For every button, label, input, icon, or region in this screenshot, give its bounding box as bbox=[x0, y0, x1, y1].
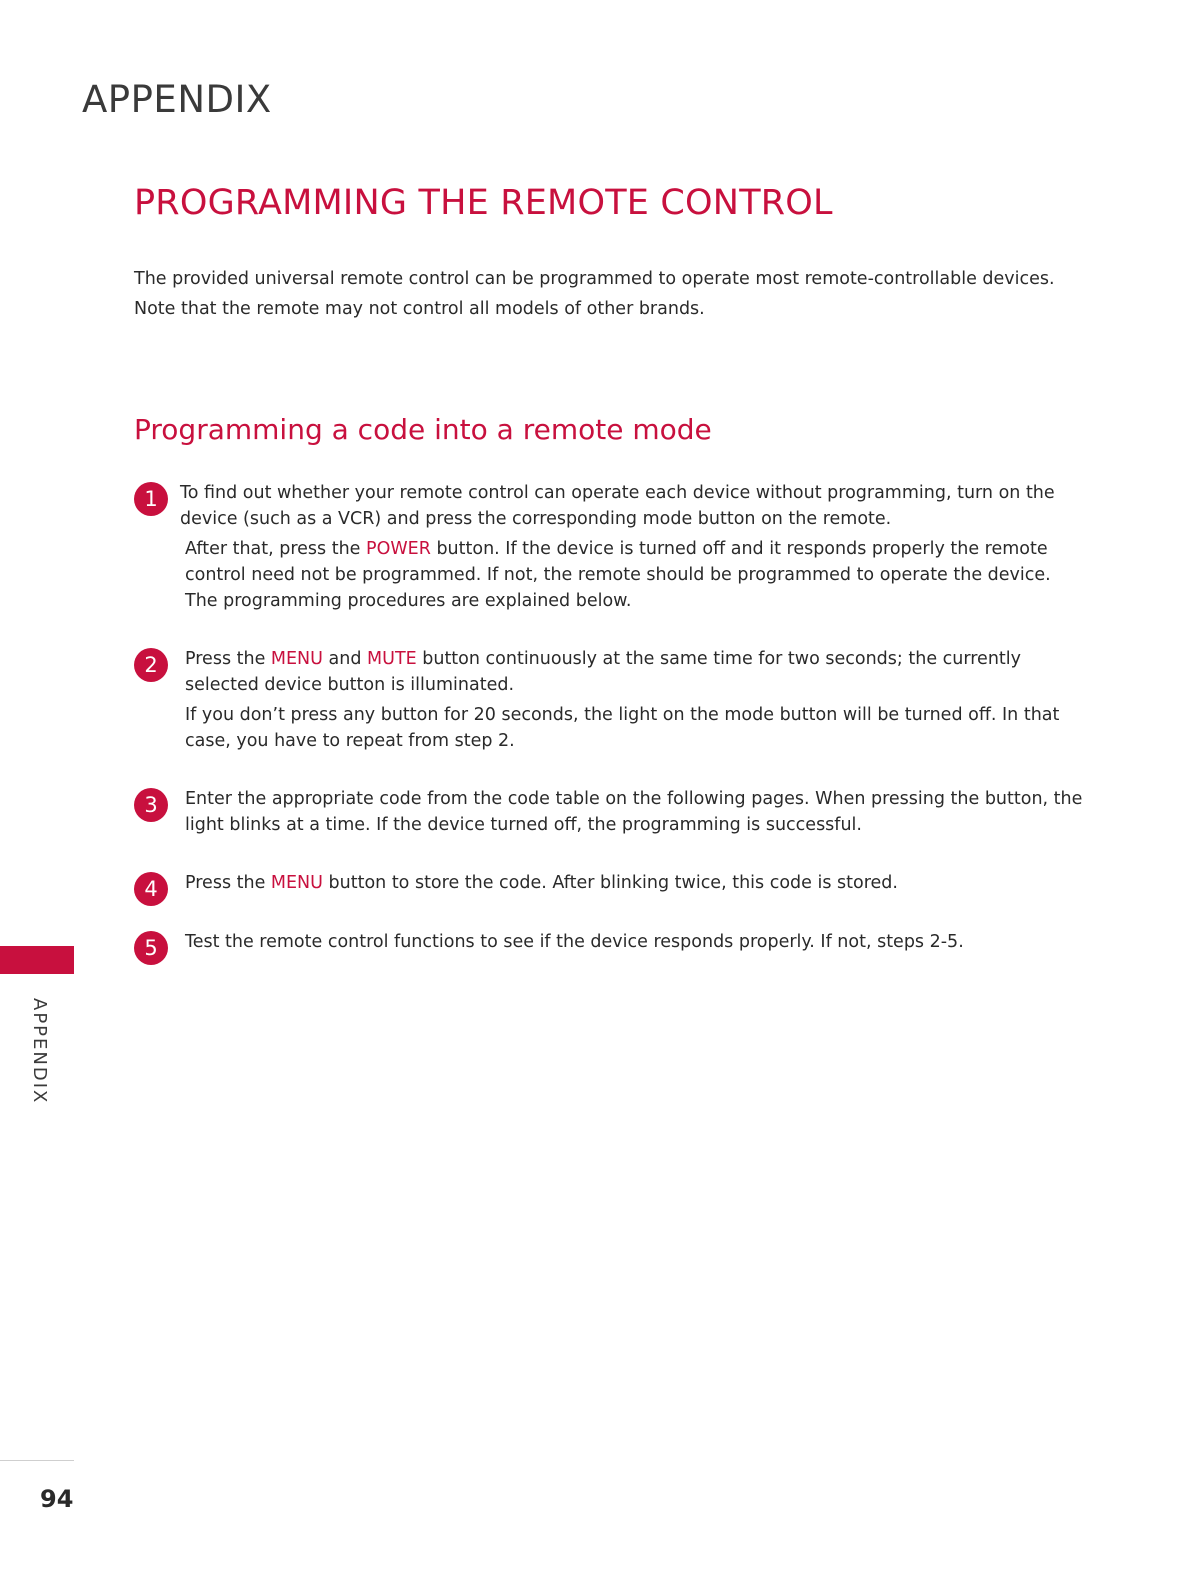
keyword-mute: MUTE bbox=[367, 649, 417, 669]
side-tab-label: APPENDIX bbox=[29, 998, 50, 1105]
text-span: button continuously at the same time for two seconds; the currently selected device button is illuminated. bbox=[185, 649, 1021, 695]
step-2 bbox=[134, 646, 1086, 758]
intro-line-2: Note that the remote may not control all models of other brands. bbox=[134, 299, 705, 319]
step-body bbox=[185, 786, 1086, 838]
step-4 bbox=[134, 870, 1086, 900]
step-number-badge: 4 bbox=[134, 872, 168, 906]
step-3 bbox=[134, 786, 1086, 842]
step-body bbox=[185, 646, 1086, 754]
page-title: PROGRAMMING THE REMOTE CONTROL bbox=[134, 183, 833, 223]
text-span: button to store the code. After blinking twice, this code is stored. bbox=[322, 873, 898, 893]
step-paragraph: If you don’t press any button for 20 seconds, the light on the mode button will be turned off. In that case, you have to repeat from step 2. bbox=[185, 705, 1060, 751]
text-span: Press the bbox=[185, 873, 271, 893]
step-paragraph bbox=[185, 646, 1086, 698]
text-span: button. If the device is turned off and it responds properly the remote control need not be programmed. If not, the remote should be programmed to operate the device. The programming procedures are explained below. bbox=[185, 539, 1051, 611]
step-5 bbox=[134, 929, 1086, 959]
step-paragraph: To find out whether your remote control can operate each device without programming, turn on the device (such as a VCR) and press the corresponding mode button on the remote. bbox=[180, 483, 1055, 529]
step-paragraph: Test the remote control functions to see if the device responds properly. If not, steps 2-5. bbox=[185, 932, 964, 952]
text-span: Press the bbox=[185, 649, 271, 669]
step-number-badge: 5 bbox=[134, 931, 168, 965]
step-1 bbox=[134, 480, 1086, 618]
footer-divider bbox=[0, 1460, 74, 1461]
step-paragraph: Enter the appropriate code from the code table on the following pages. When pressing the button, the light blinks at a time. If the device turned off, the programming is successful. bbox=[185, 789, 1083, 835]
text-span: and bbox=[322, 649, 368, 669]
intro-line-1: The provided universal remote control can be programmed to operate most remote-controllable devices. bbox=[134, 269, 1055, 289]
step-number-badge: 1 bbox=[134, 482, 168, 516]
keyword-menu: MENU bbox=[270, 873, 323, 893]
step-body bbox=[185, 870, 1086, 896]
keyword-power: POWER bbox=[366, 539, 431, 559]
text-span: After that, press the bbox=[185, 539, 367, 559]
step-body bbox=[180, 480, 1086, 614]
step-paragraph bbox=[185, 870, 1086, 896]
section-title: Programming a code into a remote mode bbox=[134, 413, 712, 446]
step-number-badge: 2 bbox=[134, 648, 168, 682]
intro-text bbox=[134, 264, 1084, 324]
page-number: 94 bbox=[40, 1485, 74, 1513]
side-tab-bar bbox=[0, 946, 74, 974]
keyword-menu: MENU bbox=[270, 649, 323, 669]
step-number-badge: 3 bbox=[134, 788, 168, 822]
step-paragraph bbox=[185, 536, 1086, 614]
step-body bbox=[185, 929, 1086, 955]
header-title: APPENDIX bbox=[82, 78, 272, 121]
